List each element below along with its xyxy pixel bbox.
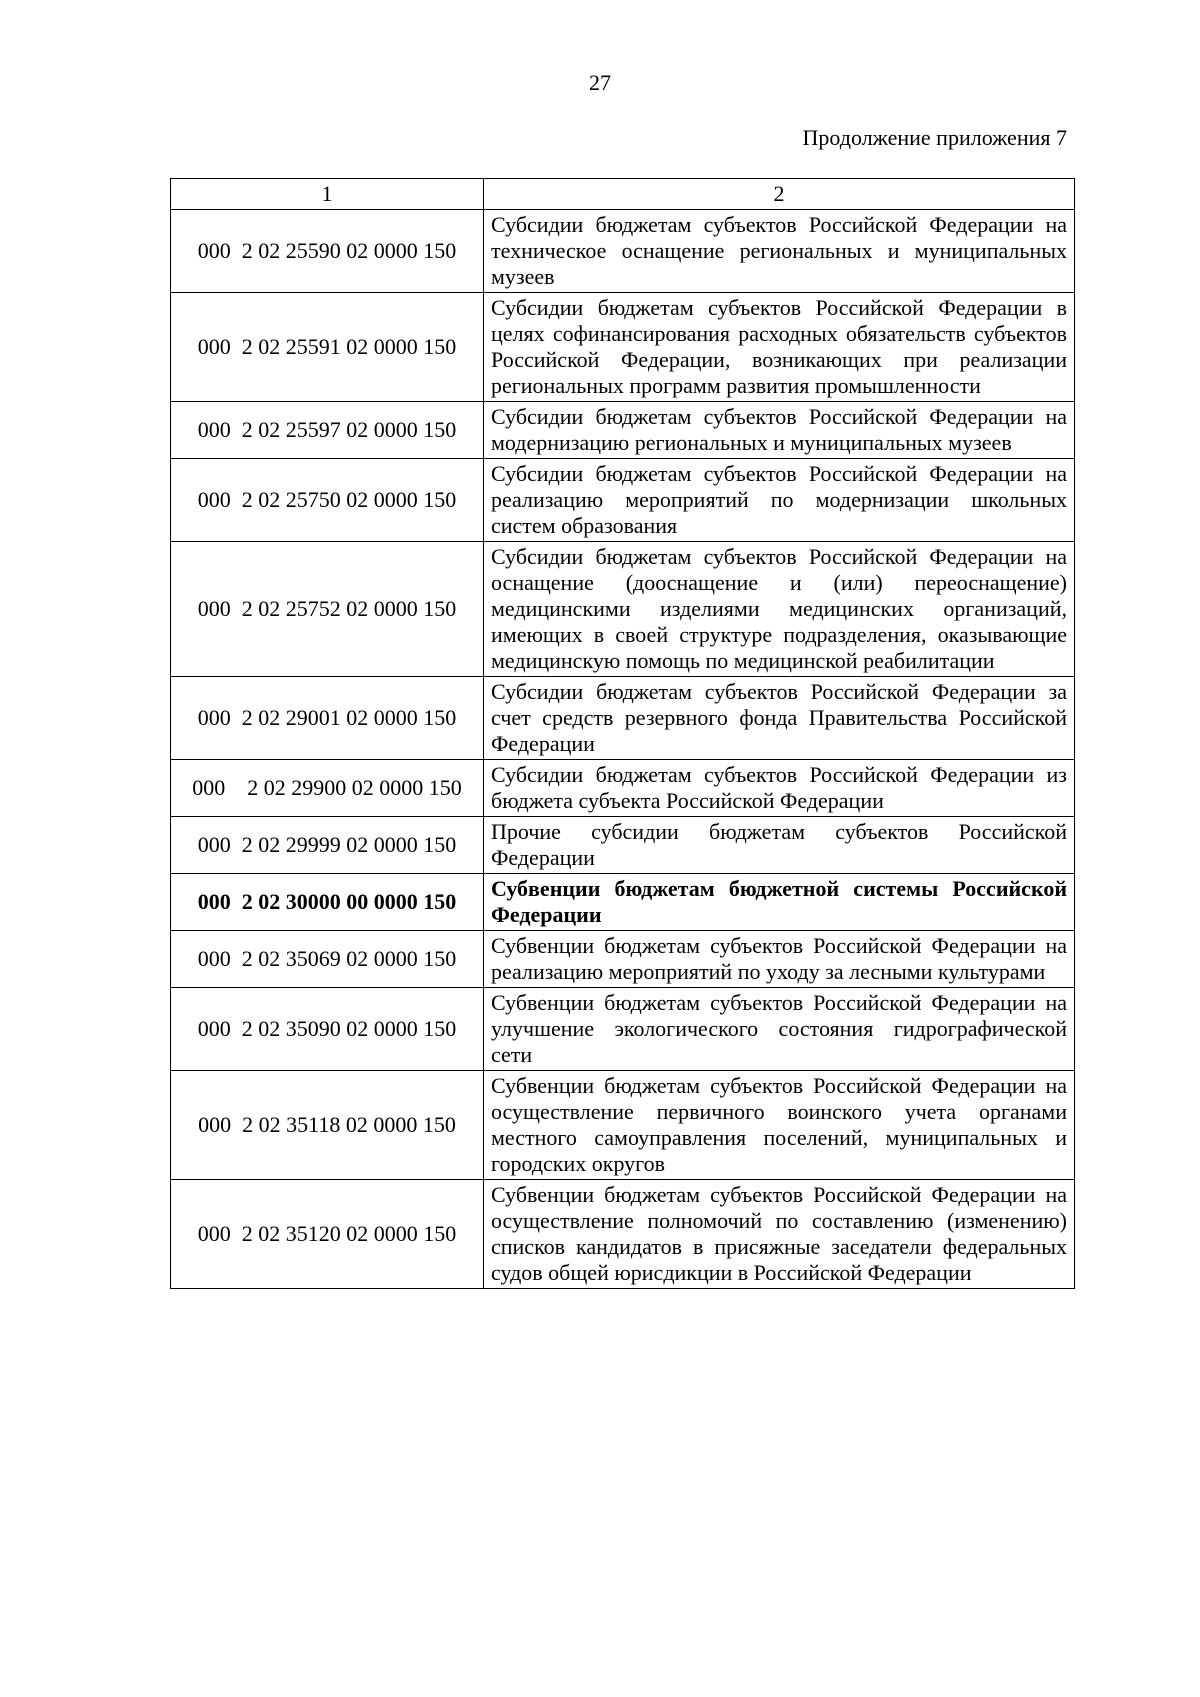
description-cell: Субсидии бюджетам субъектов Российской Федерации за счет средств резервного фонда Правительства Российской Федерации	[484, 677, 1075, 760]
column-header-1: 1	[171, 179, 484, 210]
budget-code-cell: 000 2 02 29001 02 0000 150	[171, 677, 484, 760]
table-row	[171, 760, 1075, 817]
table-header-row	[171, 179, 1075, 210]
table-row	[171, 677, 1075, 760]
budget-code-cell: 000 2 02 35090 02 0000 150	[171, 988, 484, 1071]
description-cell: Субсидии бюджетам субъектов Российской Федерации на техническое оснащение региональных и муниципальных музеев	[484, 210, 1075, 293]
budget-code-cell: 000 2 02 25591 02 0000 150	[171, 293, 484, 402]
budget-code-cell: 000 2 02 35118 02 0000 150	[171, 1071, 484, 1180]
table-row	[171, 931, 1075, 988]
table-body	[171, 179, 1075, 1289]
description-cell: Субвенции бюджетам субъектов Российской Федерации на осуществление полномочий по составлению (изменению) списков кандидатов в присяжные заседатели федеральных судов общей юрисдикции в Российской Федерации	[484, 1180, 1075, 1289]
budget-code-cell: 000 2 02 25597 02 0000 150	[171, 402, 484, 459]
table-row	[171, 402, 1075, 459]
table-row	[171, 817, 1075, 874]
table-row	[171, 293, 1075, 402]
description-cell: Субвенции бюджетам бюджетной системы Российской Федерации	[484, 874, 1075, 931]
header-note: Продолжение приложения 7	[802, 125, 1067, 150]
budget-code-table	[170, 178, 1075, 1289]
budget-code-cell: 000 2 02 25590 02 0000 150	[171, 210, 484, 293]
description-cell: Субсидии бюджетам субъектов Российской Федерации из бюджета субъекта Российской Федерации	[484, 760, 1075, 817]
budget-code-cell: 000 2 02 29900 02 0000 150	[171, 760, 484, 817]
description-cell: Субвенции бюджетам субъектов Российской Федерации на улучшение экологического состояния гидрографической сети	[484, 988, 1075, 1071]
description-cell: Субсидии бюджетам субъектов Российской Федерации в целях софинансирования расходных обязательств субъектов Российской Федерации, возникающих при реализации региональных программ развития промышленности	[484, 293, 1075, 402]
description-cell: Прочие субсидии бюджетам субъектов Российской Федерации	[484, 817, 1075, 874]
budget-code-cell: 000 2 02 25752 02 0000 150	[171, 542, 484, 677]
description-cell: Субсидии бюджетам субъектов Российской Федерации на оснащение (дооснащение и (или) переоснащение) медицинскими изделиями медицинских организаций, имеющих в своей структуре подразделения, оказывающие медицинскую помощь по медицинской реабилитации	[484, 542, 1075, 677]
table-row	[171, 542, 1075, 677]
table-row	[171, 988, 1075, 1071]
page-number: 27	[589, 70, 611, 95]
column-header-2: 2	[484, 179, 1075, 210]
description-cell: Субсидии бюджетам субъектов Российской Федерации на модернизацию региональных и муниципальных музеев	[484, 402, 1075, 459]
budget-code-cell: 000 2 02 29999 02 0000 150	[171, 817, 484, 874]
budget-code-cell: 000 2 02 30000 00 0000 150	[171, 874, 484, 931]
table-row	[171, 459, 1075, 542]
table-row	[171, 1071, 1075, 1180]
table-row	[171, 1180, 1075, 1289]
table-row	[171, 874, 1075, 931]
budget-code-cell: 000 2 02 35069 02 0000 150	[171, 931, 484, 988]
description-cell: Субвенции бюджетам субъектов Российской Федерации на реализацию мероприятий по уходу за лесными культурами	[484, 931, 1075, 988]
budget-code-cell: 000 2 02 25750 02 0000 150	[171, 459, 484, 542]
table-row	[171, 210, 1075, 293]
budget-code-cell: 000 2 02 35120 02 0000 150	[171, 1180, 484, 1289]
description-cell: Субвенции бюджетам субъектов Российской Федерации на осуществление первичного воинского учета органами местного самоуправления поселений, муниципальных и городских округов	[484, 1071, 1075, 1180]
description-cell: Субсидии бюджетам субъектов Российской Федерации на реализацию мероприятий по модернизации школьных систем образования	[484, 459, 1075, 542]
